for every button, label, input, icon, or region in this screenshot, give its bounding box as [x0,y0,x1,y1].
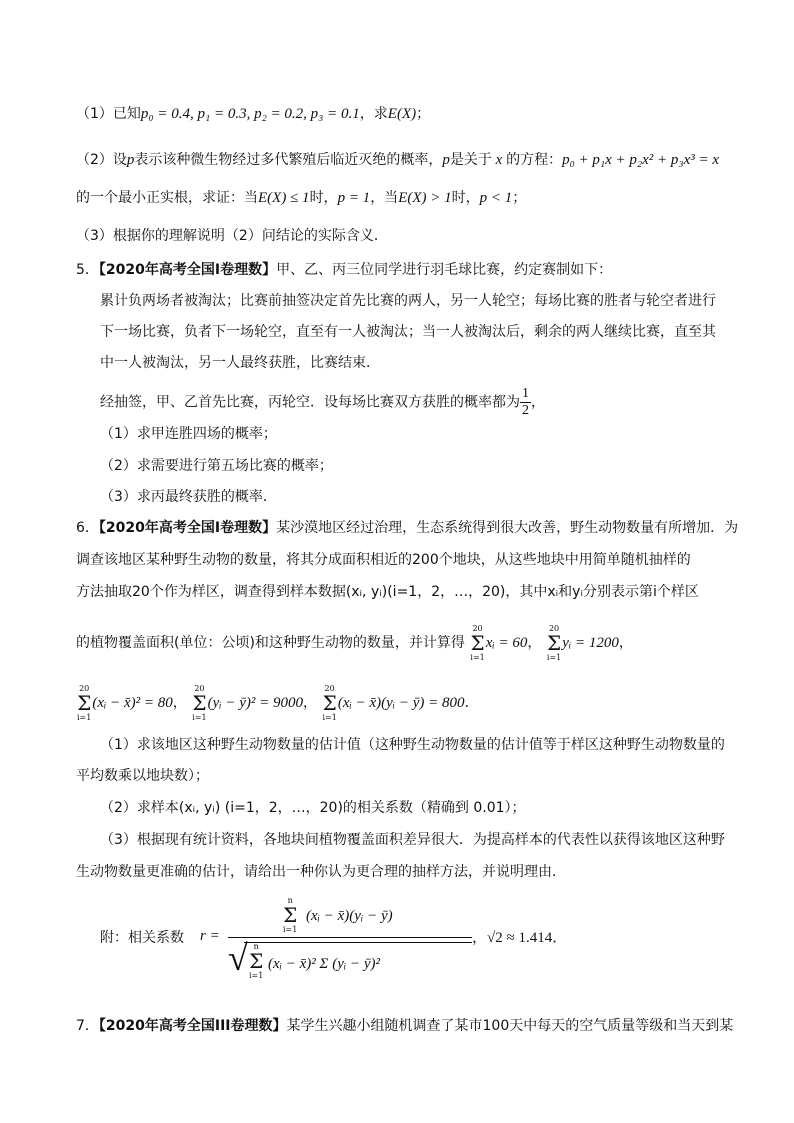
p6-line-1: 某沙漠地区经过治理，生态系统得到很大改善，野生动物数量有所增加．为 [276,520,739,536]
p4-q2-cont [76,188,526,208]
sqrt-bar [244,942,472,943]
sigma-glyph: Σ [249,949,264,973]
p4-q1-label: （1）已知 [76,106,141,122]
p5-half-fraction [520,386,531,419]
comma: ， [172,695,187,711]
p4-q2-m: ； [512,190,527,206]
sum-lower: i=1 [192,713,207,722]
sum-upper: 20 [548,624,560,633]
sum-symbol [249,942,263,980]
p7-tag: 【2020年高考全国III卷理数】 [98,1018,287,1034]
p6-line-2: 调查该地区某种野生动物的数量，将其分成面积相近的200个地块，从这些地块中用简单随机抽样的 [76,552,691,568]
p6-q3-line-1: （3）根据现有统计资料，各地块间植物覆盖面积差异很大．为提高样本的代表性以获得该地区这种野 [100,832,725,848]
p7-line-1: 某学生兴趣小组随机调查了某市100天中每天的空气质量等级和当天到某 [286,1018,734,1034]
p4-q1-math: p₀ = 0.4, p₁ = 0.3, p₂ = 0.2, p₃ = 0.1 [140,106,360,122]
p4-q3: （3）根据你的理解说明（2）问结论的实际含义． [76,228,388,244]
p4-q2-e: 的一个最小正实根，求证：当 [76,190,258,206]
p6-sum-y: yᵢ = 1200 [562,635,619,651]
p5-head [76,260,612,280]
sigma-glyph: Σ [546,631,562,655]
sum-lower: i=1 [249,971,264,980]
p5-setup-text: 经抽签，甲、乙首先比赛，丙轮空．设每场比赛双方获胜的概率都为 [100,394,520,411]
frac-denominator: 2 [522,403,529,418]
sum-symbol [547,624,561,662]
p4-q2-d: 的方程： [506,152,563,168]
p6-r-fraction [228,896,472,982]
p6-head [76,518,738,538]
p5-q3: （3）求丙最终获胜的概率． [100,489,277,505]
p6-sum-x: xᵢ = 60 [485,635,528,651]
p4-q2-x: x [491,152,507,168]
sigma-glyph: Σ [470,631,485,655]
p4-q2-g: 时， [309,190,338,206]
p6-stat-3: (xᵢ − x̄)(yᵢ − ȳ) = 800 [337,695,465,711]
p6-sqrt2-note: ，√2 ≈ 1.414． [472,930,568,946]
p6-line-4 [76,624,633,662]
p4-q1-ex: E(X) [387,106,417,122]
p6-stats [76,684,479,722]
p7-head [76,1016,733,1036]
p4-q2-k: 时， [451,190,480,206]
sum-lower: i=1 [283,925,298,934]
p5-intro: 甲、乙、丙三位同学进行羽毛球比赛，约定赛制如下： [276,262,613,278]
fraction-denominator [228,938,472,982]
p6-line-4-text: 的植物覆盖面积(单位：公顷)和这种野生动物的数量，并计算得 [76,635,465,651]
sum-lower: i=1 [322,713,337,722]
p6-r-numerator: (xᵢ − x̄)(yᵢ − ȳ) [306,908,393,924]
p4-q2-p2: p [442,152,450,168]
p4-q1-post: ，求 [359,106,388,122]
p4-q2-b: 表示该种微生物经过多代繁殖后临近灭绝的概率， [134,152,443,168]
frac-numerator: 1 [522,386,529,401]
p5-setup [100,386,545,419]
p5-q2: （2）求需要进行第五场比赛的概率； [100,458,333,474]
sum-upper: 20 [194,684,205,693]
sum-lower: i=1 [546,653,562,662]
p5-rule-line-3: 中一人被淘汰，另一人最终获胜，比赛结束． [100,355,380,371]
p6-tag: 【2020年高考全国Ⅰ卷理数】 [98,520,277,536]
p6-line-3: 方法抽取20个作为样区，调查得到样本数据(xᵢ, yᵢ)(i=1，2，…，20)，其中xᵢ和yᵢ分别表示第i个样区 [76,584,699,600]
comma: ， [303,695,318,711]
sum-lower: i=1 [470,653,485,662]
p4-q2-a: （2）设 [76,152,127,168]
sum-upper: 20 [79,684,90,693]
sum-upper: n [287,896,293,905]
p4-q2-h: p = 1 [337,190,371,206]
sum-lower: i=1 [77,713,92,722]
p6-q1-line-2: 平均数乘以地块数）； [76,768,209,784]
p4-q2-c: 是关于 [449,152,492,168]
sqrt-icon: √ [228,938,248,978]
sigma-glyph: Σ [283,903,298,927]
comma: ， [618,635,633,651]
p4-q2-eq: p₀ + p₁x + p₂x² + p₃x³ = x [562,152,720,168]
sum-symbol [192,684,206,722]
sum-upper: 20 [324,684,335,693]
p6-q3-line-2: 生动物数量更准确的估计，请给出一种你认为更合理的抽样方法，并说明理由． [76,864,566,880]
sum-symbol [283,896,297,934]
p6-r-symbol: r = [200,928,220,944]
sigma-glyph: Σ [77,691,92,715]
sum-upper: 20 [472,624,483,633]
period: ． [464,695,479,711]
p4-q2-i: ，当 [370,190,399,206]
p4-q2-l: p < 1 [479,190,513,206]
p5-number: 5． [76,262,99,278]
p6-q2: （2）求样本(xᵢ, yᵢ) (i=1，2，…，20)的相关系数（精确到 0.01）； [100,800,526,816]
p4-q2-f: E(X) ≤ 1 [258,190,310,206]
p5-setup-end: ， [531,394,545,411]
p5-q1: （1）求甲连胜四场的概率； [100,426,277,442]
sigma-glyph: Σ [192,691,207,715]
sum-upper: n [253,942,259,951]
p4-q1-end: ； [416,106,431,122]
p7-number: 7． [76,1018,99,1034]
p4-q2 [76,150,719,170]
sigma-glyph: Σ [322,691,337,715]
p4-q2-p1: p [126,152,135,168]
p5-tag: 【2020年高考全国Ⅰ卷理数】 [98,262,277,278]
p5-rule-line-1: 累计负两场者被淘汰；比赛前抽签决定首先比赛的两人，另一人轮空；每场比赛的胜者与轮空者进行 [100,293,716,309]
p6-note-label: 附：相关系数 [100,930,184,946]
p5-rule-line-2: 下一场比赛，负者下一场轮空，直至有一人被淘汰；当一人被淘汰后，剩余的两人继续比赛，直至其 [100,324,716,340]
p4-q1 [76,104,430,124]
p4-q2-j: E(X) > 1 [398,190,452,206]
p6-stat-1: (xᵢ − x̄)² = 80 [92,695,173,711]
p6-stat-2: (yᵢ − ȳ)² = 9000 [207,695,304,711]
p6-number: 6． [76,520,99,536]
p6-q1-line-1: （1）求该地区这种野生动物数量的估计值（这种野生动物数量的估计值等于样区这种野生动物数量的 [100,737,725,753]
comma: ， [527,635,542,651]
sum-symbol [470,624,484,662]
fraction-numerator [228,896,472,936]
sum-symbol [77,684,91,722]
p6-r-denominator: (xᵢ − x̄)² Σ (yᵢ − ȳ)² [268,956,381,972]
sum-symbol [322,684,336,722]
